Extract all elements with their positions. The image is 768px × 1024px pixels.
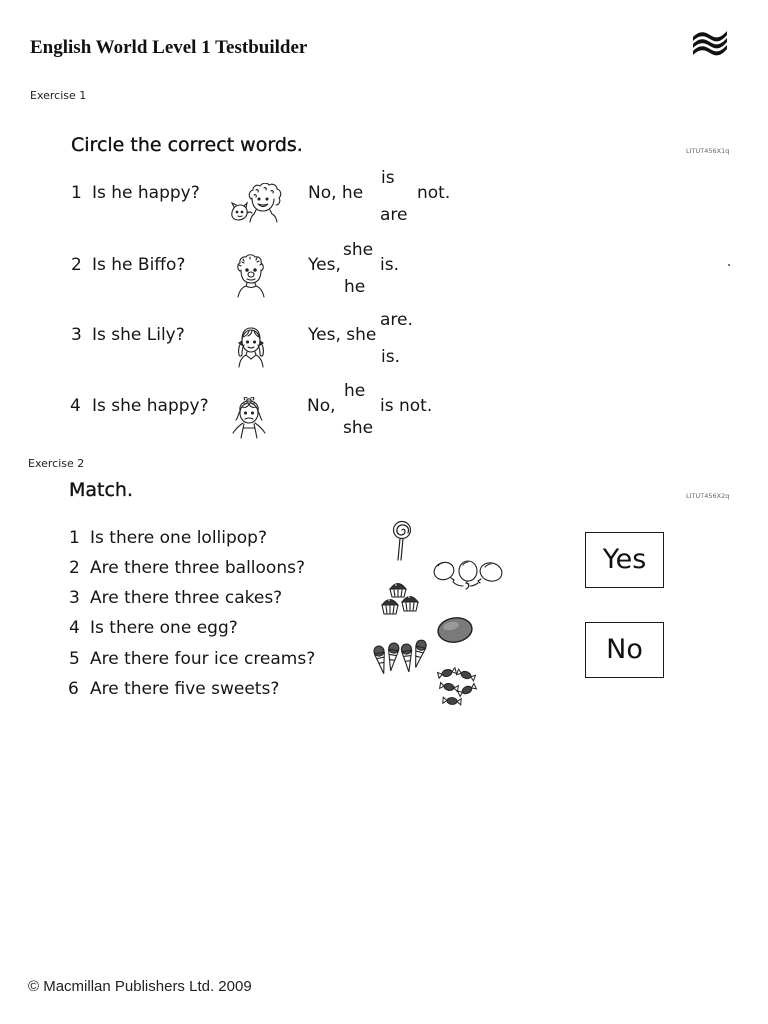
balloons-icon	[431, 554, 505, 590]
no-label: No	[606, 634, 643, 665]
option-b: he	[344, 277, 366, 297]
exercise-2-item	[0, 679, 340, 699]
item-number: 1	[71, 183, 82, 203]
question-text: Are there three balloons?	[90, 558, 305, 578]
exercise-2-item	[0, 618, 340, 638]
answer-start: No, he	[308, 183, 364, 203]
exercise-2-item	[0, 528, 340, 548]
yes-answer-box	[585, 532, 664, 588]
question-text: Is there one lollipop?	[90, 528, 267, 548]
question-text: Is he happy?	[92, 183, 200, 203]
question-text: Is she happy?	[92, 396, 209, 416]
item-number: 5	[69, 649, 80, 669]
exercise-2-item	[0, 588, 340, 608]
item-number: 4	[69, 618, 80, 638]
item-number: 3	[69, 588, 80, 608]
boy-face-icon	[229, 183, 283, 223]
option-b: she	[343, 418, 374, 438]
option-a: he	[344, 381, 366, 401]
answer-start: No,	[307, 396, 336, 416]
answer-end: not.	[417, 183, 451, 203]
exercise-2-code: LITUT456X2q	[686, 492, 730, 500]
item-number: 3	[71, 325, 82, 345]
header-title: English World Level 1 Testbuilder	[30, 37, 308, 58]
answer-start: Yes,	[308, 255, 341, 275]
sweets-icon	[436, 666, 478, 708]
question-text: Are there five sweets?	[90, 679, 280, 699]
exercise-2-label: Exercise 2	[28, 457, 85, 470]
exercise-1-code: LITUT456X1q	[686, 147, 730, 155]
question-text: Are there four ice creams?	[90, 649, 316, 669]
question-text: Is he Biffo?	[92, 255, 186, 275]
exercise-1-item	[0, 240, 768, 297]
cakes-icon	[381, 580, 421, 618]
item-number: 4	[70, 396, 81, 416]
option-a: she	[343, 240, 374, 260]
item-number: 2	[69, 558, 80, 578]
exercise-1-label: Exercise 1	[30, 89, 87, 102]
exercise-2-item	[0, 649, 340, 669]
biffo-face-icon	[235, 254, 267, 298]
option-a: is	[381, 168, 395, 188]
exercise-1-item	[0, 381, 768, 438]
question-text: Are there three cakes?	[90, 588, 283, 608]
exercise-2-item	[0, 558, 340, 578]
item-number: 1	[69, 528, 80, 548]
scan-dot	[728, 264, 730, 266]
no-answer-box	[585, 622, 664, 678]
yes-label: Yes	[602, 544, 647, 575]
answer-end: is.	[380, 255, 399, 275]
copyright-footer: © Macmillan Publishers Ltd. 2009	[28, 978, 252, 995]
lollipop-icon	[388, 520, 418, 562]
item-number: 6	[68, 679, 79, 699]
exercise-2-instruction: Match.	[69, 479, 134, 501]
item-number: 2	[71, 255, 82, 275]
lily-face-icon	[235, 326, 267, 368]
option-b: are	[380, 205, 408, 225]
question-text: Is there one egg?	[90, 618, 238, 638]
exercise-1-item	[0, 168, 768, 225]
exercise-1-item	[0, 310, 768, 367]
ice-creams-icon	[371, 638, 429, 678]
answer-start: Yes, she	[308, 325, 377, 345]
macmillan-logo-icon	[692, 29, 728, 57]
exercise-1-instruction: Circle the correct words.	[71, 134, 303, 156]
egg-icon	[435, 613, 475, 647]
option-b: is.	[381, 347, 400, 367]
option-a: are.	[380, 310, 413, 330]
question-text: Is she Lily?	[92, 325, 185, 345]
answer-end: is not.	[380, 396, 433, 416]
girl-face-icon	[230, 397, 268, 439]
